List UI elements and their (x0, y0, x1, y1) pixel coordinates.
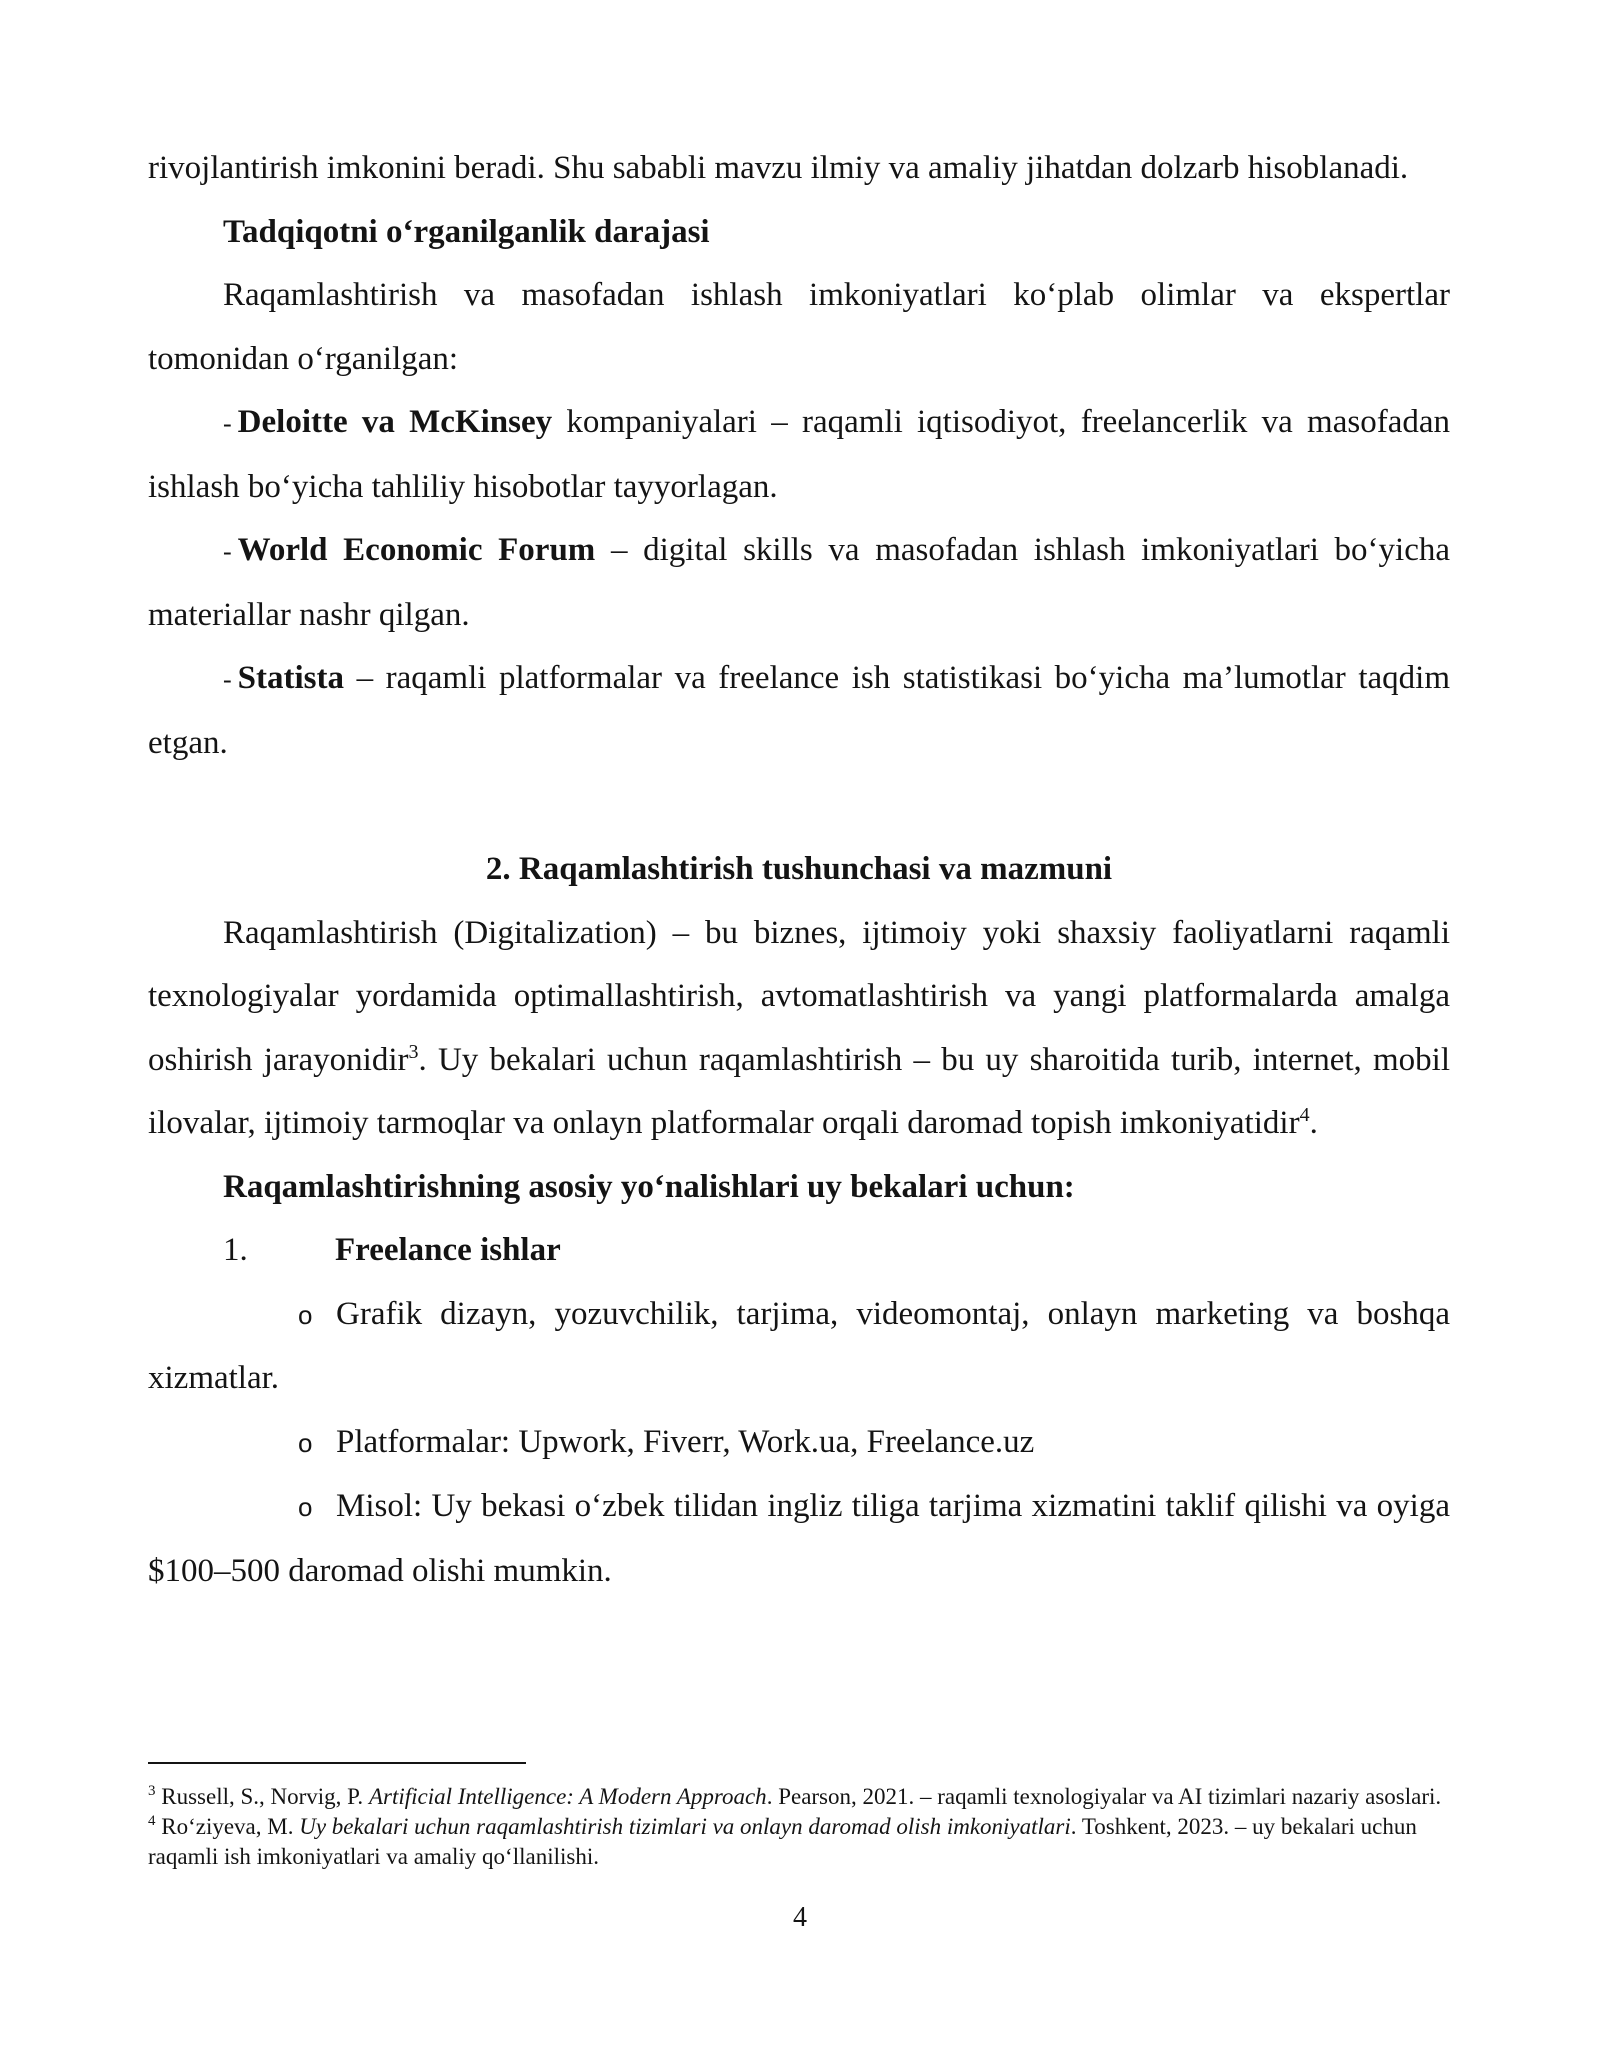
bullet-text: Grafik dizayn, yozuvchilik, tarjima, videomontaj, onlayn marketing va boshqa xizmatlar. (148, 1295, 1450, 1396)
bullet-icon: o (298, 1492, 313, 1522)
paragraph-intro: rivojlantirish imkonini beradi. Shu sababli mavzu ilmiy va amaliy jihatdan dolzarb hisoblanadi. (148, 150, 1409, 186)
section-heading-directions: Raqamlashtirishning asosiy yo‘nalishlari uy bekalari uchun: (223, 1168, 1075, 1205)
footnote-number: 4 (148, 1813, 156, 1829)
bullet-text: Platformalar: Upwork, Fiverr, Work.ua, Freelance.uz (336, 1423, 1035, 1460)
bullet-item (148, 1411, 1450, 1476)
paragraph-digitalization (148, 902, 1450, 1156)
bullet-icon: o (298, 1427, 313, 1458)
page-body (148, 137, 1450, 1603)
page-number: 4 (793, 1902, 807, 1933)
paragraph-text: Raqamlashtirish (Digitalization) – bu biznes, ijtimoiy yoki shaxsiy faoliyatlarni raqamli texnologiyalar yordamida optimallashtirish, avtomatlashtirish va yangi platformalarda amalga oshirish jarayonidir (148, 914, 1450, 1078)
footnote-separator (148, 1762, 526, 1764)
dash-marker: - (223, 537, 232, 566)
section-heading-digitalization: 2. Raqamlashtirish tushunchasi va mazmuni (485, 851, 1113, 887)
numbered-list-item (148, 1219, 1450, 1283)
paragraph-research: Raqamlashtirish va masofadan ishlash imkoniyatlari ko‘plab olimlar va ekspertlar tomonidan o‘rganilgan: (148, 277, 1450, 377)
dash-list-item (148, 647, 1450, 775)
bullet-icon: o (298, 1299, 313, 1330)
footnote (148, 1812, 1450, 1872)
spacer (148, 775, 1450, 838)
dash-list-item (148, 519, 1450, 647)
list-number: 1. (223, 1232, 248, 1268)
footnote-ref: 4 (1299, 1104, 1310, 1126)
item-text: kompaniyalari – raqamli iqtisodiyot, freelancerlik va masofadan ishlash bo‘yicha tahliliy hisobotlar tayyorlagan. (148, 404, 1450, 505)
dash-list-item (148, 391, 1450, 519)
list-title: Freelance ishlar (335, 1232, 561, 1268)
item-bold-label: Statista (237, 660, 345, 696)
bullet-item (148, 1283, 1450, 1411)
footnote (148, 1782, 1450, 1812)
dash-marker: - (223, 665, 232, 694)
item-bold-label: Deloitte va McKinsey (237, 404, 553, 440)
bullet-text: Misol: Uy bekasi o‘zbek tilidan ingliz tiliga tarjima xizmatini taklif qilishi va oyiga $100–500 daromad olishi mumkin. (148, 1488, 1450, 1589)
paragraph-text: . (1309, 1105, 1318, 1141)
item-bold-label: World Economic Forum (237, 532, 596, 568)
footnote-text: . Toshkent, 2023. – uy bekalari uchun raqamli ish imkoniyatlari va amaliy qo‘llanilishi. (148, 1814, 1417, 1869)
dash-marker: - (223, 409, 232, 438)
bullet-item (148, 1475, 1450, 1603)
footnote-text: . Pearson, 2021. – raqamli texnologiyalar va AI tizimlari nazariy asoslari. (766, 1784, 1442, 1809)
footnote-text: Russell, S., Norvig, P. (155, 1784, 369, 1809)
footnote-text: Ro‘ziyeva, M. (155, 1814, 300, 1839)
paragraph-text: . Uy bekalari uchun raqamlashtirish – bu uy sharoitida turib, internet, mobil ilovalar, ijtimoiy tarmoqlar va onlayn platformalar orqali daromad topish imkoniyatidir (148, 1041, 1450, 1141)
item-text: – raqamli platformalar va freelance ish statistikasi bo‘yicha ma’lumotlar taqdim etgan. (148, 660, 1450, 761)
footnote-title: Uy bekalari uchun raqamlashtirish tizimlari va onlayn daromad olish imkoniyatlari (299, 1814, 1071, 1839)
section-heading-research: Tadqiqotni o‘rganilganlik darajasi (223, 213, 710, 250)
footnote-ref: 3 (408, 1040, 419, 1063)
footnotes (148, 1782, 1450, 1872)
footnote-number: 3 (148, 1783, 156, 1799)
item-text: – digital skills va masofadan ishlash imkoniyatlari bo‘yicha materiallar nashr qilgan. (148, 532, 1451, 633)
footnote-title: Artificial Intelligence: A Modern Approach (368, 1784, 767, 1809)
